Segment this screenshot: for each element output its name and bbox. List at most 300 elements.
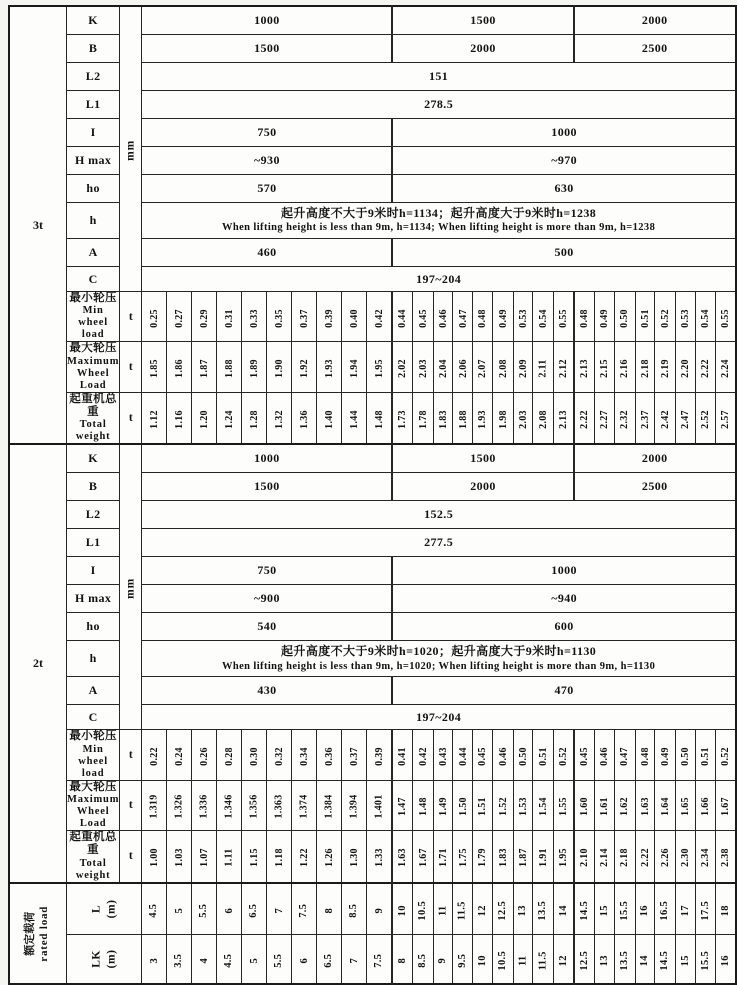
dim-value-A: 500 [392,239,735,267]
load-value: 1.91 [537,848,549,868]
dim-row-3t-ho [9,175,736,203]
span-value-cell [716,934,736,984]
load-value-cell [473,392,493,444]
span-value-cell [635,934,655,984]
unit-t-cell: t [120,342,142,392]
load-value: 0.29 [198,308,210,328]
span-value: 8.5 [417,953,429,968]
dim-value-B: 1500 [142,473,393,501]
span-value-cell [513,883,533,935]
load-value-cell [533,730,554,780]
span-value-cell [167,934,192,984]
span-value-cell [142,883,167,935]
h-note-line-en: When lifting height is less than 9m, h=1020; When lifting height is more than 9m, h=1130 [221,660,656,672]
span-value: 7 [273,907,285,914]
load-label-zh: 起重机总重 [69,392,117,419]
load-value-cell [695,392,716,444]
span-value: 13.5 [618,950,630,971]
load-value: 0.52 [659,308,671,328]
load-value: 0.45 [477,747,489,766]
load-value: 1.75 [457,848,469,868]
load-value-cell [655,342,676,392]
load-value: 0.41 [397,747,409,766]
span-value: 4.5 [148,903,160,918]
dim-value-K: 1500 [392,444,573,473]
load-value-cell [493,342,514,392]
load-value: 2.09 [517,359,529,378]
load-value: 1.86 [173,359,185,378]
span-value: 9 [373,907,385,914]
load-value: 1.49 [437,797,449,817]
load-value-cell [317,342,342,392]
load-value-cell [533,392,554,444]
load-value: 1.94 [348,359,360,378]
load-value: 1.87 [198,359,210,378]
span-value: 13 [517,904,529,917]
load-value: 1.363 [273,794,285,819]
load-value: 1.61 [599,797,611,817]
span-value-cell [473,934,493,984]
load-value: 2.30 [679,848,691,868]
span-value-cell [614,934,635,984]
load-value-cell [716,780,736,830]
load-value: 0.44 [397,308,409,328]
load-value: 0.49 [599,308,611,328]
load-value-cell [267,392,292,444]
dim-value-K: 1500 [392,6,573,35]
load-value: 2.57 [719,410,731,429]
load-value: 0.31 [223,308,235,328]
row-label-ho: ho [66,613,119,641]
load-value-cell [533,780,554,830]
row-label-C: C [66,705,119,730]
load-value: 2.42 [659,410,671,429]
load-value: 1.346 [223,794,235,819]
load-row-label [66,730,119,780]
dim-value-B: 2500 [574,473,736,501]
span-value-cell [317,934,342,984]
span-value-cell [695,883,716,935]
load-value: 0.37 [298,308,310,328]
load-value: 1.51 [477,797,489,817]
span-value: 11 [437,905,449,916]
span-value: 3 [148,957,160,964]
load-value-cell [635,392,655,444]
dim-row-3t-K [9,6,736,35]
load-value-cell [453,780,473,830]
unit-t-cell: t [120,292,142,342]
span-value-cell [595,934,615,984]
load-value: 1.11 [223,848,235,868]
load-value-cell [367,342,393,392]
load-value: 1.66 [699,797,711,817]
h-note-line-en: When lifting height is less than 9m, h=1134; When lifting height is more than 9m, h=1238 [221,222,656,234]
load-value-cell [267,292,292,342]
load-value: 0.48 [639,747,651,766]
span-value: 14.5 [578,900,590,921]
row-label-K: K [66,6,119,35]
load-value-cell [553,780,573,830]
load-value-cell [192,831,217,883]
load-value-cell [267,831,292,883]
span-value: 5.5 [273,953,285,968]
load-value-cell [142,831,167,883]
load-label-zh: 最小轮压 [69,292,117,304]
span-value-cell [695,934,716,984]
dim-value-K: 2000 [574,444,736,473]
load-value: 2.22 [639,848,651,868]
span-value: 11 [517,955,529,966]
load-value: 1.12 [148,410,160,429]
dim-row-2t-A [9,677,736,705]
load-value: 1.92 [298,359,310,378]
load-value-cell [695,780,716,830]
load-value-cell [453,292,473,342]
load-value: 0.49 [659,747,671,766]
load-value-cell [317,831,342,883]
load-value-cell [473,292,493,342]
dim-value-I: 1000 [392,557,735,585]
load-value-cell [614,292,635,342]
load-value-cell [675,292,695,342]
load-value-cell [513,392,533,444]
span-value: 10.5 [497,950,509,971]
rated-load-line-en: rated load [37,905,50,962]
load-value-cell [695,342,716,392]
dim-row-2t-K [9,444,736,473]
load-value-cell [267,342,292,392]
dim-value-L2: 151 [142,63,736,91]
load-value-cell [413,392,434,444]
load-value-cell [217,292,242,342]
load-value-cell [267,730,292,780]
load-value-cell [217,780,242,830]
unit-mm-cell [120,6,142,292]
row-label-L1: L1 [66,529,119,557]
load-value-cell [473,342,493,392]
load-value: 0.51 [699,747,711,766]
load-value: 0.50 [517,747,529,766]
load-value-cell [695,292,716,342]
load-value: 2.24 [719,359,731,378]
load-value-cell [342,780,367,830]
load-value: 2.03 [417,359,429,378]
load-value: 0.22 [148,747,160,766]
span-value-cell [413,883,434,935]
dim-value-I: 1000 [392,119,735,147]
load-value: 1.32 [273,410,285,429]
dim-row-2t-L1 [9,529,736,557]
load-value: 1.336 [198,794,210,819]
span-value-cell [493,883,514,935]
span-value: 16 [639,904,651,917]
span-value: 6 [298,957,310,964]
load-value-cell [655,831,676,883]
load-value: 1.03 [173,848,185,868]
footer-row-LK [9,934,736,984]
load-value: 2.38 [719,848,731,868]
load-value: 0.45 [417,308,429,328]
row-label-LK [66,934,141,984]
load-value: 1.30 [348,848,360,868]
load-value: 2.02 [397,359,409,378]
load-value: 0.49 [497,308,509,328]
span-value: 6.5 [248,903,260,918]
load-value-cell [242,342,267,392]
dim-value-I: 750 [142,119,393,147]
load-value: 0.46 [599,747,611,766]
row-label-Hmax: H max [66,585,119,613]
dim-row-3t-I [9,119,736,147]
load-value-cell [614,392,635,444]
load-value-cell [533,292,554,342]
load-value-cell [473,831,493,883]
dim-value-ho: 540 [142,613,393,641]
load-value: 2.26 [659,848,671,868]
load-value-cell [574,392,595,444]
row-label-A: A [66,239,119,267]
load-value-cell [453,831,473,883]
load-value-cell [655,730,676,780]
unit-t-cell: t [120,780,142,830]
load-value-cell [413,831,434,883]
load-value-cell [635,292,655,342]
dim-row-2t-I [9,557,736,585]
load-value-cell [392,780,412,830]
span-value-cell [413,934,434,984]
dim-row-3t-B [9,35,736,63]
span-value-cell [614,883,635,935]
load-value-cell [142,292,167,342]
load-value-cell [367,831,393,883]
load-value-cell [242,292,267,342]
span-value: 4.5 [223,953,235,968]
load-value-cell [716,292,736,342]
load-value-cell [433,292,453,342]
crane-spec-table [8,5,737,985]
load-value-cell [453,392,473,444]
load-label-en: Maximum Wheel Load [66,794,120,830]
load-value-cell [167,780,192,830]
load-value: 0.25 [148,308,160,328]
span-value-cell [574,934,595,984]
span-value-cell [433,934,453,984]
row-label-B: B [66,473,119,501]
load-value-cell [342,831,367,883]
footer-label-text-L [89,899,119,918]
load-value: 1.89 [248,359,260,378]
load-label-en: Min wheel load [78,743,108,779]
span-value-cell [142,934,167,984]
load-value: 1.67 [417,848,429,868]
load-value: 2.11 [537,359,549,378]
load-value: 1.60 [578,797,590,817]
load-value: 0.46 [497,747,509,766]
span-value: 11.5 [457,901,469,921]
load-value: 1.98 [497,410,509,429]
load-value: 1.85 [148,359,160,378]
load-value-cell [716,730,736,780]
load-value-cell [167,392,192,444]
row-label-I: I [66,557,119,585]
load-value: 0.51 [639,308,651,328]
load-value: 1.95 [373,359,385,378]
load-row-2t-2 [9,831,736,883]
span-value-cell [533,934,554,984]
load-row-2t-1 [9,780,736,830]
load-value-cell [695,730,716,780]
load-value: 0.52 [719,747,731,766]
span-value: 7.5 [373,953,385,968]
load-value: 1.67 [719,797,731,817]
load-value-cell [292,342,317,392]
dim-value-A: 470 [392,677,735,705]
footer-label-line: (m) [105,899,118,919]
span-value-cell [292,934,317,984]
span-value-cell [553,934,573,984]
row-label-Hmax: H max [66,147,119,175]
load-value-cell [716,342,736,392]
span-value-cell [392,883,412,935]
dim-row-2t-h [9,641,736,677]
load-value-cell [392,730,412,780]
load-value-cell [217,730,242,780]
load-value-cell [217,342,242,392]
dim-value-ho: 630 [392,175,735,203]
load-value-cell [392,831,412,883]
span-value-cell [292,883,317,935]
load-value-cell [317,780,342,830]
span-value: 3.5 [173,953,185,968]
load-value: 0.52 [557,747,569,766]
load-value: 2.22 [578,410,590,429]
load-value: 1.65 [679,797,691,817]
load-value: 0.48 [477,308,489,328]
dim-row-2t-L2 [9,501,736,529]
dim-value-Hmax: ~940 [392,585,735,613]
load-value: 0.39 [323,308,335,328]
span-value: 14 [557,904,569,917]
load-value-cell [317,292,342,342]
load-value-cell [675,831,695,883]
span-value: 12 [557,954,569,967]
dim-row-3t-h [9,203,736,239]
load-value: 1.55 [557,797,569,817]
row-label-L2: L2 [66,501,119,529]
row-label-A: A [66,677,119,705]
dim-value-ho: 570 [142,175,393,203]
span-value-cell [595,883,615,935]
footer-label-text-LK [89,949,119,968]
load-value: 2.14 [599,848,611,868]
load-value: 1.64 [659,797,671,817]
dim-value-A: 460 [142,239,393,267]
load-value-cell [367,392,393,444]
load-row-label [66,831,119,883]
load-value: 0.35 [273,308,285,328]
load-label-zh: 最大轮压 [69,780,117,793]
load-value-cell [614,780,635,830]
load-value: 2.15 [599,359,611,378]
load-value: 1.394 [348,794,360,819]
load-value-cell [167,342,192,392]
load-value-cell [453,730,473,780]
row-label-C: C [66,267,119,292]
span-value-cell [167,883,192,935]
span-value: 8.5 [348,903,360,918]
load-value-cell [574,730,595,780]
load-value-cell [342,292,367,342]
load-value: 0.54 [699,308,711,328]
load-value-cell [192,392,217,444]
load-value-cell [342,392,367,444]
row-label-L1: L1 [66,91,119,119]
dim-value-B: 2000 [392,473,573,501]
load-row-label [66,392,119,444]
load-label-zh: 最大轮压 [69,342,117,355]
load-value: 1.88 [457,410,469,429]
load-value-cell [716,392,736,444]
span-value-cell [392,934,412,984]
dim-row-2t-Hmax [9,585,736,613]
span-value: 15 [598,904,610,917]
dim-value-L1: 277.5 [142,529,736,557]
span-value-cell [242,883,267,935]
load-value: 1.374 [298,794,310,819]
dim-value-L1: 278.5 [142,91,736,119]
load-value: 2.08 [497,359,509,378]
load-value-cell [675,730,695,780]
load-value: 0.47 [619,747,631,766]
load-value-cell [342,342,367,392]
load-value-cell [292,392,317,444]
load-value: 1.52 [497,797,509,817]
span-value: 15 [679,954,691,967]
load-value-cell [513,342,533,392]
span-value: 12.5 [578,950,590,971]
footer-label-line: L [90,904,103,913]
h-note-line-zh: 起升高度不大于9米时h=1020；起升高度大于9米时h=1130 [281,644,597,659]
load-value-cell [142,392,167,444]
load-value-cell [167,292,192,342]
load-value-cell [493,831,514,883]
load-value: 2.07 [477,359,489,378]
span-value: 10 [476,954,488,967]
load-value: 1.93 [477,410,489,429]
dim-value-h [142,641,736,677]
load-value: 1.44 [348,410,360,429]
load-value: 0.33 [248,308,260,328]
load-label-en: Total weight [75,857,111,881]
load-value-cell [367,780,393,830]
load-value-cell [574,292,595,342]
span-value-cell [716,883,736,935]
load-value-cell [142,730,167,780]
load-value-cell [513,292,533,342]
load-value: 1.50 [457,797,469,817]
load-value-cell [317,730,342,780]
load-value: 0.55 [719,308,731,328]
load-value: 1.20 [198,410,210,429]
load-value-cell [675,342,695,392]
load-value-cell [553,342,573,392]
load-value: 1.90 [273,359,285,378]
dim-value-C: 197~204 [142,267,736,292]
load-value: 2.10 [578,848,590,868]
load-value-cell [453,342,473,392]
load-value: 0.36 [323,747,335,766]
load-value: 0.46 [437,308,449,328]
